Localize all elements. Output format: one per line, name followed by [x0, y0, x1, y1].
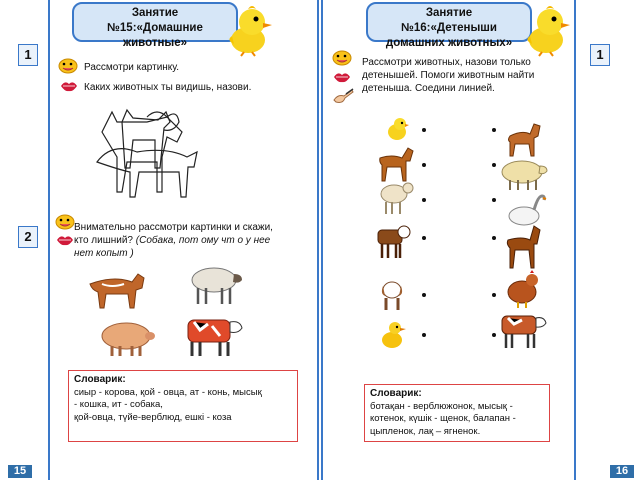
page-number: 16: [610, 465, 634, 478]
title-line: Занятие: [131, 7, 179, 19]
hen-picture: [506, 270, 542, 310]
connect-dot[interactable]: [422, 163, 426, 167]
connect-dot[interactable]: [492, 128, 496, 132]
face-icon: [55, 214, 75, 230]
title-line: №15:«Домашние: [107, 22, 203, 34]
task1-instruction: [362, 56, 572, 95]
task1-line: детеныша. Соедини линией.: [362, 83, 495, 94]
task1-line: Рассмотри животных, назови только: [362, 57, 531, 68]
margin-line: [48, 0, 50, 480]
task2-hint: нет копыт ): [74, 248, 134, 259]
lamb-picture: [378, 180, 414, 216]
face-icon: [332, 50, 352, 66]
title-line: №16:«Детеныши: [401, 22, 497, 34]
task2-instruction: [74, 221, 310, 260]
dictionary-line: қой-овца, түйе-верблюд, ешкі - коза: [74, 411, 232, 423]
task-number-1: 1: [18, 44, 38, 66]
overlapping-animals-picture: [92, 102, 202, 202]
task2-line: Внимательно рассмотри картинки и скажи,: [74, 222, 273, 233]
connect-dot[interactable]: [492, 293, 496, 297]
dictionary-line: сиыр - корова, қой - овца, ат - конь, мысық: [74, 386, 262, 398]
cow-picture: [496, 306, 548, 352]
dictionary-box: [68, 370, 298, 442]
task1-line: детенышей. Помоги животным найти: [362, 70, 535, 81]
connect-dot[interactable]: [492, 333, 496, 337]
sheep-picture: [188, 264, 248, 308]
cow-picture: [178, 312, 244, 360]
connect-dot[interactable]: [422, 333, 426, 337]
dictionary-line: - кошка, ит - собака,: [74, 399, 163, 410]
dictionary-box: [364, 384, 550, 442]
connect-dot[interactable]: [422, 236, 426, 240]
page-number: 15: [8, 465, 32, 478]
dictionary-line: цыпленок, лақ – ягненок.: [370, 425, 481, 437]
task1-instruction-2: Каких животных ты видишь, назови.: [84, 82, 252, 93]
lips-icon: [60, 80, 78, 92]
connect-dot[interactable]: [422, 198, 426, 202]
task1-instruction-1: Рассмотри картинку.: [84, 62, 180, 73]
title-line: домашних животных»: [385, 37, 513, 49]
dog-picture: [502, 118, 542, 158]
chick-icon: [524, 4, 572, 56]
task-number-1: 1: [590, 44, 610, 66]
dictionary-title: Словарик:: [74, 374, 126, 385]
dictionary-title: Словарик:: [370, 388, 422, 399]
lesson-title: [72, 2, 238, 49]
task2-line: кто лишний?: [74, 235, 133, 246]
duckling-picture: [380, 316, 408, 350]
right-page: [320, 0, 640, 480]
dog-picture: [88, 268, 148, 312]
dictionary-line: котенок, күшік - щенок, балапан -: [370, 413, 516, 424]
pig-picture: [100, 318, 158, 360]
connect-dot[interactable]: [492, 163, 496, 167]
calf-picture: [372, 220, 412, 260]
pencil-hand-icon: [332, 88, 354, 104]
connect-dot[interactable]: [492, 236, 496, 240]
face-icon: [58, 58, 78, 74]
connect-dot[interactable]: [422, 128, 426, 132]
connect-dot[interactable]: [492, 198, 496, 202]
lips-icon: [56, 234, 74, 246]
sheep-picture: [500, 158, 548, 192]
puppy-picture: [378, 276, 408, 312]
chick-icon: [226, 4, 274, 56]
task-number-2: 2: [18, 226, 38, 248]
margin-line: [574, 0, 576, 480]
horse-picture: [502, 222, 542, 270]
title-line: Занятие: [425, 7, 473, 19]
lips-icon: [333, 71, 351, 83]
dictionary-line: ботақан - верблюжонок, мысық -: [370, 400, 513, 412]
task2-hint: (Собака, пот ому чт о у нее: [135, 235, 271, 246]
connect-dot[interactable]: [422, 293, 426, 297]
title-line: животные»: [122, 37, 188, 49]
foal-picture: [374, 146, 414, 182]
lesson-title: [366, 2, 532, 49]
chick-baby-picture: [386, 116, 410, 142]
